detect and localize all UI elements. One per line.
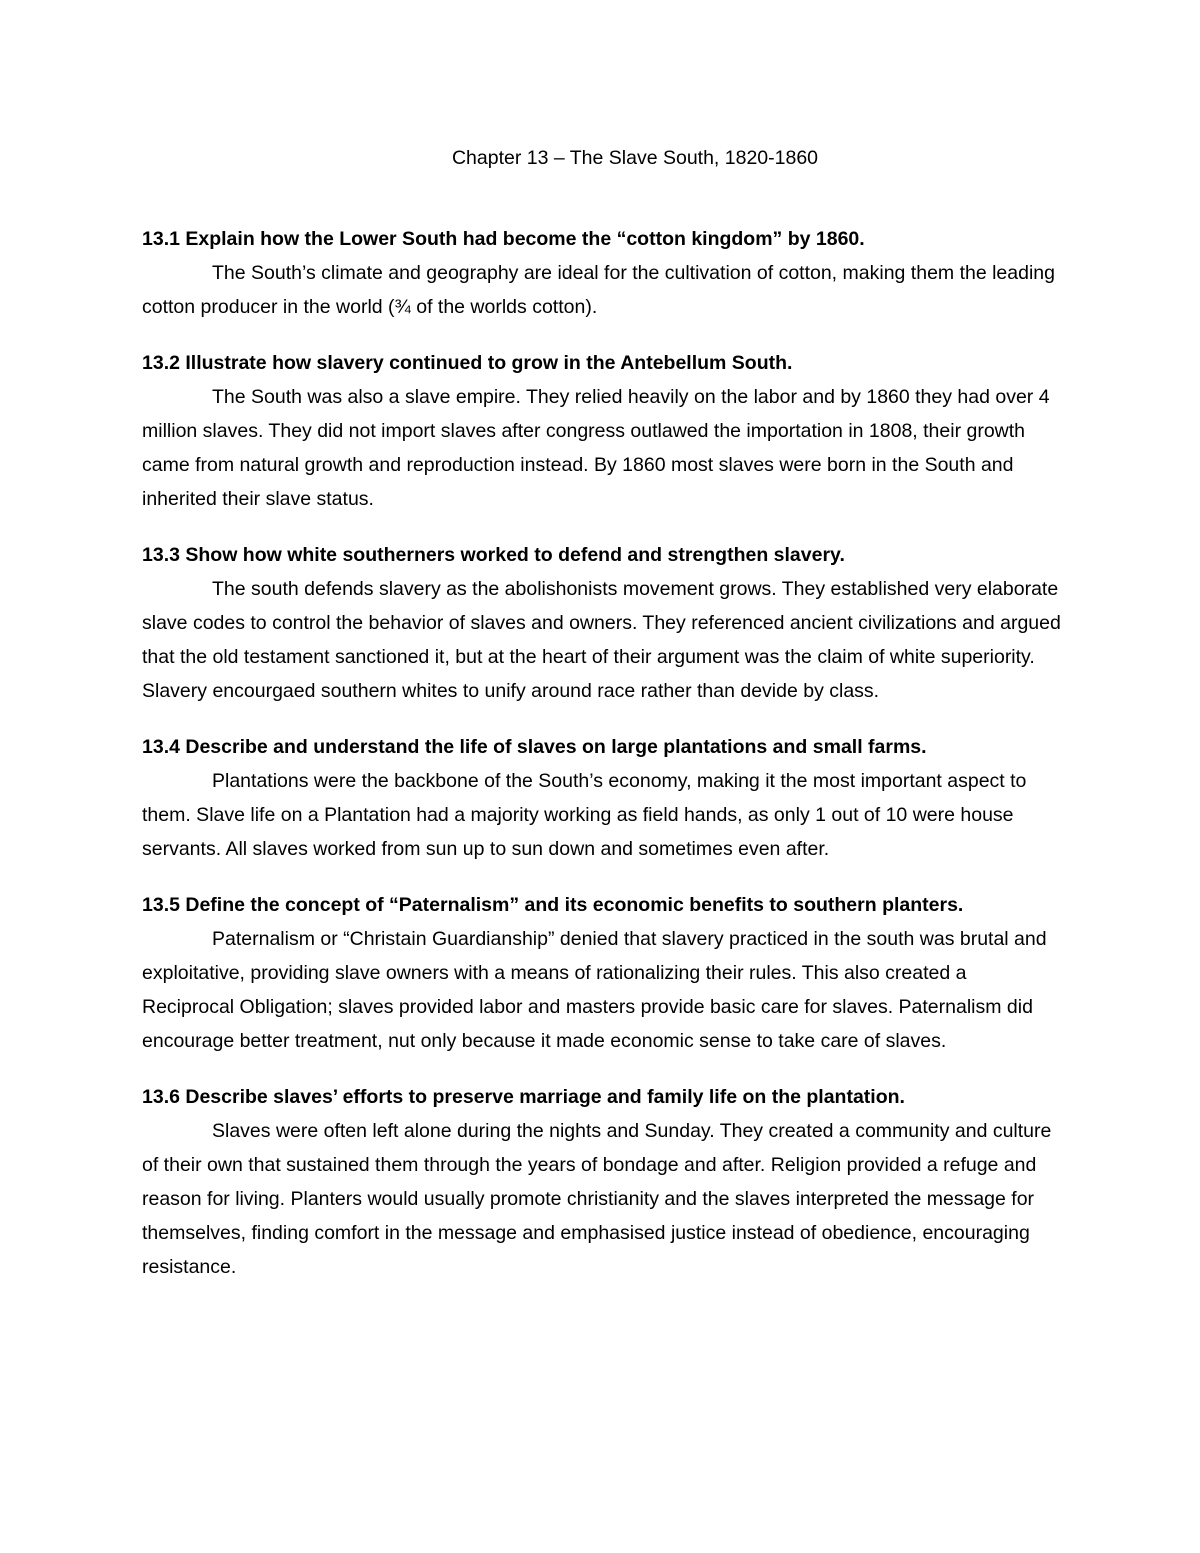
section-13-1 — [142, 222, 1062, 324]
section-13-6 — [142, 1080, 1062, 1284]
section-heading: 13.5 Define the concept of “Paternalism” and its economic benefits to southern planters. — [142, 894, 964, 916]
section-heading: 13.1 Explain how the Lower South had become the “cotton kingdom” by 1860. — [142, 228, 865, 250]
section-heading: 13.3 Show how white southerners worked to defend and strengthen slavery. — [142, 544, 845, 566]
section-13-3 — [142, 538, 1062, 708]
document-content — [142, 222, 1062, 1306]
document-title: Chapter 13 – The Slave South, 1820-1860 — [451, 147, 819, 169]
section-13-4 — [142, 730, 1062, 866]
section-13-5 — [142, 888, 1062, 1058]
section-body: The South was also a slave empire. They relied heavily on the labor and by 1860 they had over 4 million slaves. They did not import slaves after congress outlawed the importation in 1808, their growth came from natural growth and reproduction instead. By 1860 most slaves were born in the South and inherited their slave status. — [142, 386, 1050, 510]
section-heading: 13.6 Describe slaves’ efforts to preserve marriage and family life on the plantation. — [142, 1086, 905, 1108]
section-heading: 13.2 Illustrate how slavery continued to grow in the Antebellum South. — [142, 352, 793, 374]
section-body: Slaves were often left alone during the nights and Sunday. They created a community and culture of their own that sustained them through the years of bondage and after. Religion provided a refuge and reason for living. Planters would usually promote christianity and the slaves interpreted the message for themselves, finding comfort in the message and emphasised justice instead of obedience, encouraging resistance. — [142, 1120, 1052, 1278]
section-body: Paternalism or “Christain Guardianship” denied that slavery practiced in the south was brutal and exploitative, providing slave owners with a means of rationalizing their rules. This also created a Reciprocal Obligation; slaves provided labor and masters provide basic care for slaves. Paternalism did encourage better treatment, nut only because it made economic sense to take care of slaves. — [142, 928, 1047, 1052]
section-body: The south defends slavery as the abolishonists movement grows. They established very elaborate slave codes to control the behavior of slaves and owners. They referenced ancient civilizations and argued that the old testament sanctioned it, but at the heart of their argument was the claim of white superiority. Slavery encourgaed southern whites to unify around race rather than devide by class. — [142, 578, 1061, 702]
section-body: Plantations were the backbone of the South’s economy, making it the most important aspect to them. Slave life on a Plantation had a majority working as field hands, as only 1 out of 10 were house servants. All slaves worked from sun up to sun down and sometimes even after. — [142, 770, 1027, 860]
section-heading: 13.4 Describe and understand the life of slaves on large plantations and small farms. — [142, 736, 927, 758]
section-13-2 — [142, 346, 1062, 516]
section-body: The South’s climate and geography are ideal for the cultivation of cotton, making them the leading cotton producer in the world (¾ of the worlds cotton). — [142, 262, 1055, 318]
